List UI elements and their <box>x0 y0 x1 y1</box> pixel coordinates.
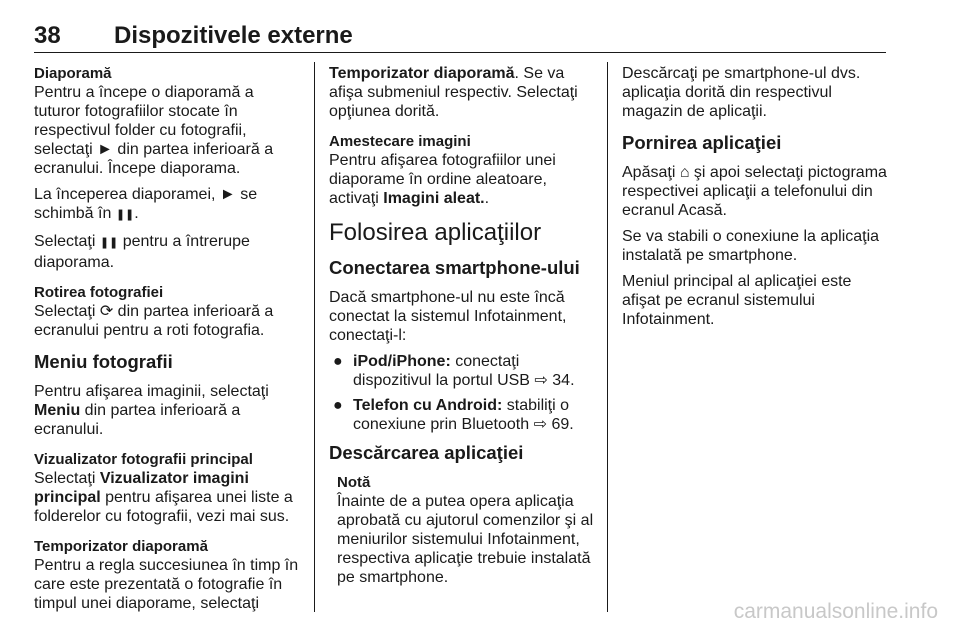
paragraph <box>34 469 300 526</box>
text: stabiliţi o conexiune prin Bluetooth <box>353 397 570 433</box>
bullet-icon: ● <box>333 353 343 370</box>
heading-connect-smartphone: Conectarea smartphone-ului <box>329 257 580 278</box>
section-photo-menu <box>34 382 300 439</box>
text: din partea inferioară a ecranului. Începe diaporama. <box>34 141 274 177</box>
text: pentru afişarea unei liste a folderelor cu fotografii, vezi mai sus. <box>34 489 293 525</box>
text: La începerea diaporamei, <box>34 186 220 203</box>
note-heading: Notă <box>337 474 371 491</box>
text: pentru a întrerupe diaporama. <box>34 233 250 271</box>
paragraph: Se va stabili o conexiune la aplicaţia instalată pe smartphone. <box>622 228 880 264</box>
menu-label: Imagini aleat. <box>383 190 485 207</box>
text: . <box>484 190 490 207</box>
paragraph <box>34 382 300 439</box>
list-item <box>329 396 601 434</box>
text: Selectaţi <box>34 233 100 250</box>
menu-label: Meniu <box>34 402 81 419</box>
section-rotate <box>34 283 300 340</box>
bullet-icon: ● <box>333 397 343 414</box>
text: Telefon cu Android: <box>353 397 503 414</box>
text: Apăsaţi <box>622 164 680 181</box>
section-download-cont <box>622 64 892 121</box>
note-box <box>337 473 601 587</box>
watermark: carmanualsonline.info <box>733 600 938 623</box>
section-main-viewer <box>34 450 300 526</box>
page-header <box>34 22 886 52</box>
paragraph: Dacă smartphone-ul nu este încă conectat la sistemul Infotainment, conectaţi-l: <box>329 289 567 344</box>
section-timer-cont <box>329 64 601 121</box>
text: . Se va afişa submeniul respectiv. Selectaţi opţiunea dorită. <box>329 65 578 120</box>
bullet-list <box>329 352 601 434</box>
text: Selectaţi <box>34 470 100 487</box>
paragraph <box>34 302 300 340</box>
pause-icon: ❚❚ <box>99 237 119 249</box>
heading-start-app: Pornirea aplicaţiei <box>622 132 782 153</box>
text: se schimbă în <box>34 186 258 222</box>
column-3 <box>622 64 892 336</box>
page-title: Dispozitivele externe <box>114 22 353 49</box>
rotate-icon: ⟳ <box>99 303 114 320</box>
column-divider-2 <box>607 62 608 612</box>
paragraph <box>34 185 300 225</box>
menu-label: Temporizator diaporamă <box>329 65 515 82</box>
column-2 <box>329 64 601 594</box>
menu-label: Vizualizator imagini principal <box>34 470 249 506</box>
pause-icon: ❚❚ <box>115 209 135 221</box>
column-divider-1 <box>314 62 315 612</box>
text: Selectaţi <box>34 303 100 320</box>
paragraph: Meniul principal al aplicaţiei este afişat pe ecranul sistemului Infotainment. <box>622 273 852 328</box>
subheading-shuffle: Amestecare imagini <box>329 133 471 150</box>
section-slideshow-timer <box>34 537 300 613</box>
section-shuffle <box>329 132 601 208</box>
text: Pentru a începe o diaporamă a tuturor fotografiilor stocate în respectivul folder cu fotografii, selectaţi <box>34 84 254 158</box>
play-icon: ► <box>219 186 236 203</box>
heading-download-app: Descărcarea aplicaţiei <box>329 442 524 463</box>
paragraph: Descărcaţi pe smartphone-ul dvs. aplicaţia dorită din respectivul magazin de aplicaţii. <box>622 65 861 120</box>
subheading-slideshow-timer: Temporizator diaporamă <box>34 538 208 555</box>
subheading-rotate: Rotirea fotografiei <box>34 284 164 301</box>
page-reference[interactable]: 69. <box>551 416 574 433</box>
text: Pentru afişarea fotografiilor unei diaporame în ordine aleatoare, activaţi <box>329 152 556 207</box>
text: conectaţi dispozitivul la portul USB <box>353 353 535 389</box>
text: din partea inferioară a ecranului. <box>34 402 241 438</box>
home-icon: ⌂ <box>679 164 690 181</box>
column-1 <box>34 64 300 624</box>
text: şi apoi selectaţi pictograma respectivei aplicaţii a telefonului din ecranul Acasă. <box>622 164 887 219</box>
page-ref-icon: ⇨ <box>533 416 547 433</box>
text: . <box>134 205 139 222</box>
subheading-main-viewer: Vizualizator fotografii principal <box>34 451 253 468</box>
text: Pentru afişarea imaginii, selectaţi <box>34 383 269 400</box>
play-icon: ► <box>97 141 113 158</box>
text: iPod/iPhone: <box>353 353 451 370</box>
paragraph: Pentru a regla succesiunea în timp în care este prezentată o fotografie în timpul unei diaporame, selectaţi <box>34 557 299 612</box>
paragraph <box>34 83 300 178</box>
heading-photo-menu: Meniu fotografii <box>34 351 173 372</box>
paragraph <box>34 232 300 272</box>
page-reference[interactable]: 34. <box>552 372 575 389</box>
text: din partea inferioară a ecranului pentru a roti fotografia. <box>34 303 274 339</box>
heading-using-apps: Folosirea aplicaţiilor <box>329 219 542 246</box>
paragraph <box>329 151 601 208</box>
note-text: Înainte de a putea opera aplicaţia aprobată cu ajutorul comenzilor şi al meniurilor sistemului Infotainment, respectiva aplicaţie trebuie instalată pe smartphone. <box>337 493 594 586</box>
section-diaporama <box>34 64 300 272</box>
header-rule <box>34 52 886 53</box>
list-item <box>329 352 601 390</box>
page-number: 38 <box>34 22 61 49</box>
page-ref-icon: ⇨ <box>534 372 548 389</box>
subheading-diaporama: Diaporamă <box>34 65 112 82</box>
paragraph <box>622 163 892 220</box>
paragraph <box>329 64 601 121</box>
